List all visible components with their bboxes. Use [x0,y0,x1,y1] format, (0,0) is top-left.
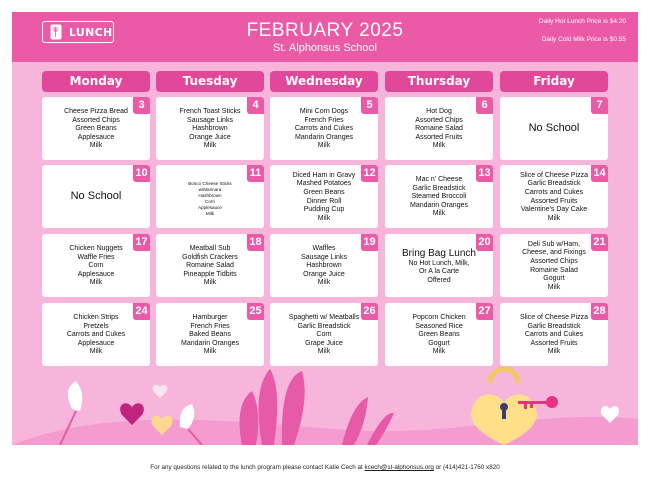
menu-item: Milk [203,348,217,356]
menu-item: Mandarin Oranges [410,201,468,209]
menu-items [504,234,604,297]
menu-items [274,97,374,160]
menu-items [160,234,260,297]
date-badge: 19 [361,234,378,251]
menu-item: Assorted Fruits [530,197,578,205]
menu-item: Meatball Sub [189,245,231,253]
menu-item: Milk [432,142,446,150]
date-badge: 10 [133,165,150,182]
menu-item: Waffles [312,245,336,253]
school-name: St. Alphonsus School [273,42,377,54]
menu-item: Green Beans [75,125,117,133]
fork-knife-icon [48,23,64,41]
menu-item: Diced Ham in Gravy [292,171,356,179]
date-badge: 6 [476,97,493,114]
day-cell [156,97,264,160]
menu-items [389,97,489,160]
menu-item: Bring Bag Lunch [402,247,476,259]
hot-lunch-price: Daily Hot Lunch Price is $4.20 [538,18,626,25]
menu-item: Assorted Chips [415,116,463,124]
day-header-tuesday: Tuesday [156,71,264,92]
menu-item: Garlic Breadstick [412,184,466,192]
menu-item: Mashed Potatoes [296,180,352,188]
menu-item: Green Beans [303,188,345,196]
date-badge: 17 [133,234,150,251]
date-badge: 25 [247,303,264,320]
menu-item: Hot Dog [426,108,452,116]
menu-item: No School [528,122,580,134]
day-cell [156,165,264,228]
menu-item: Mandarin Oranges [181,339,239,347]
menu-items [46,97,146,160]
day-cell [385,303,493,366]
menu-item: Milk [317,279,331,287]
menu-items [389,303,489,366]
day-cell [42,165,150,228]
day-cell [42,97,150,160]
menu-item: Carrots and Cukes [294,125,354,133]
menu-item: w/Marinara [198,186,222,192]
date-badge: 20 [476,234,493,251]
menu-item: Corn [205,198,215,204]
menu-item: Grape Juice [305,339,343,347]
menu-item: Romaine Salad [186,262,234,270]
menu-item: Gogurt [428,339,450,347]
contact-email-link[interactable]: kcech@st-alphonsus.org [364,464,434,471]
menu-items [504,303,604,366]
menu-item: Hamburger [192,314,228,322]
menu-item: Romaine Salad [415,125,463,133]
menu-items [504,165,604,228]
menu-item: Applesauce [77,339,115,347]
menu-item: Pretzels [83,322,109,330]
date-badge: 21 [591,234,608,251]
lunch-logo [42,21,114,43]
menu-items [46,165,146,228]
menu-item: Assorted Fruits [530,339,578,347]
menu-item: Sausage Links [187,116,233,124]
menu-item: Spaghetti w/ Meatballs [288,314,360,322]
day-cell [385,234,493,297]
menu-item: Garlic Breadstick [297,322,351,330]
menu-item: No School [70,190,122,202]
menu-item: Mandarin Oranges [295,133,353,141]
menu-item: Pineapple Tidbits [183,270,237,278]
footer-phone: or (414)421-1760 x820 [433,464,500,471]
menu-item: French Fries [190,322,230,330]
menu-item: Slice of Cheese Pizza [519,314,589,322]
day-cell [385,97,493,160]
menu-item: Hashbrown [192,125,228,133]
day-cell [270,165,378,228]
menu-item: Carrots and Cukes [524,331,584,339]
menu-item: Milk [317,348,331,356]
menu-item: Waffle Fries [77,253,115,261]
date-badge: 14 [591,165,608,182]
date-badge: 13 [476,165,493,182]
menu-item: Deli Sub w/Ham, [527,240,581,248]
day-cell [156,234,264,297]
menu-item: Garlic Breadstick [527,322,581,330]
menu-item: Hashbrown [306,262,342,270]
menu-item: Chicken Nuggets [69,245,123,253]
menu-items [274,165,374,228]
menu-items [389,165,489,228]
menu-item: French Fries [304,116,344,124]
date-badge: 18 [247,234,264,251]
menu-items [160,97,260,160]
menu-item: Or A la Carte [418,268,460,276]
footer-text: For any questions related to the lunch program please contact Katie Cech at [150,464,365,471]
menu-item: Milk [547,283,561,291]
date-badge: 5 [361,97,378,114]
menu-item: Valentine's Day Cake [520,206,588,214]
day-cell [385,165,493,228]
day-cell [500,303,608,366]
logo-text: LUNCH [69,25,113,39]
menu-item: Assorted Fruits [415,133,463,141]
menu-item: Milk [547,214,561,222]
day-cell [156,303,264,366]
menu-items [274,303,374,366]
menu-item: Sausage Links [301,253,347,261]
date-badge: 27 [476,303,493,320]
date-badge: 7 [591,97,608,114]
menu-items [160,165,260,228]
menu-item: Carrots and Cukes [524,188,584,196]
date-badge: 3 [133,97,150,114]
menu-item: Applesauce [77,270,115,278]
menu-item: Milk [317,142,331,150]
menu-item: Assorted Chips [530,257,578,265]
menu-item: Corn [316,331,332,339]
menu-item: Chicken Strips [73,314,119,322]
menu-item: Milk [432,348,446,356]
menu-items [46,234,146,297]
menu-item: Carrots and Cukes [66,331,126,339]
menu-item: Milk [432,210,446,218]
day-header-wednesday: Wednesday [270,71,378,92]
menu-item: Garlic Breadstick [527,180,581,188]
menu-items [504,97,604,160]
day-cell [270,303,378,366]
menu-items [46,303,146,366]
menu-item: Bosco Cheese Sticks [188,180,232,186]
menu-item: French Toast Sticks [179,108,241,116]
date-badge: 26 [361,303,378,320]
menu-item: Green Beans [418,331,460,339]
day-cell [500,97,608,160]
menu-item: Seasoned Rice [415,322,463,330]
menu-item: Popcorn Chicken [412,314,466,322]
menu-item: Gogurt [543,275,565,283]
menu-item: Applesauce [197,204,222,210]
menu-item: Dinner Roll [306,197,342,205]
day-header-monday: Monday [42,71,150,92]
date-badge: 11 [247,165,264,182]
menu-item: Pudding Cup [303,206,345,214]
menu-item: Milk [203,142,217,150]
menu-item: Hashbrown [198,192,222,198]
menu-item: Offered [427,276,451,284]
day-header-thursday: Thursday [385,71,493,92]
menu-item: Applesauce [77,133,115,141]
menu-items [389,234,489,297]
menu-item: Milk [205,210,215,216]
menu-item: Milk [89,279,103,287]
menu-item: Milk [547,348,561,356]
day-cell [42,234,150,297]
date-badge: 24 [133,303,150,320]
header-banner [12,12,638,62]
menu-items [160,303,260,366]
day-cell [500,234,608,297]
menu-item: No Hot Lunch, Milk, [408,259,470,267]
menu-item: Orange Juice [189,133,231,141]
menu-item: Romaine Salad [530,266,578,274]
menu-item: Cheese Pizza Bread [64,108,128,116]
menu-item: Corn [88,262,104,270]
menu-item: Milk [89,348,103,356]
page-title: FEBRUARY 2025 [246,20,404,41]
date-badge: 12 [361,165,378,182]
menu-item: Milk [317,214,331,222]
day-header-friday: Friday [500,71,608,92]
menu-item: Orange Juice [303,270,345,278]
day-cell [500,165,608,228]
menu-item: Mini Corn Dogs [299,108,349,116]
menu-item: Cheese, and Fixings [522,249,586,257]
day-cell [270,97,378,160]
day-cell [270,234,378,297]
menu-item: Milk [89,142,103,150]
footer-contact [0,464,650,471]
cold-milk-price: Daily Cold Milk Price is $0.55 [541,36,626,43]
menu-item: Slice of Cheese Pizza [519,171,589,179]
menu-item: Baked Beans [189,331,231,339]
menu-item: Steamed Broccoli [411,193,467,201]
menu-item: Goldfish Crackers [182,253,238,261]
menu-item: Assorted Chips [72,116,120,124]
date-badge: 4 [247,97,264,114]
menu-item: Milk [203,279,217,287]
menu-item: Mac n' Cheese [415,176,463,184]
menu-items [274,234,374,297]
calendar-sheet [12,12,638,445]
day-cell [42,303,150,366]
date-badge: 28 [591,303,608,320]
